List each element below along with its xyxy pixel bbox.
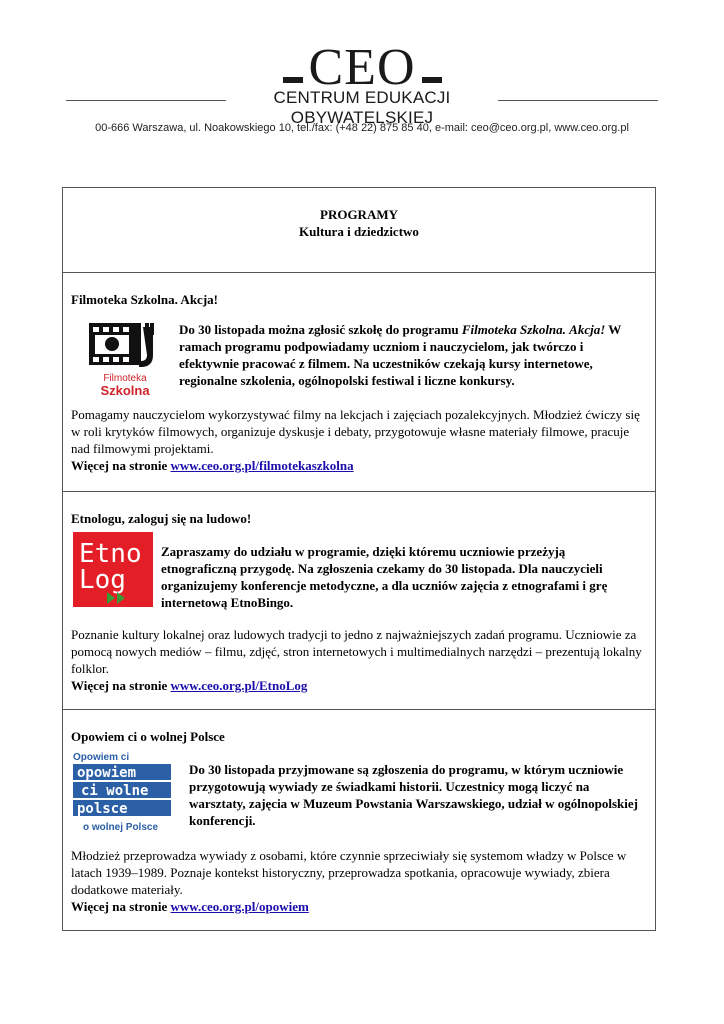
- description: [71, 847, 647, 915]
- program-filmoteka: [63, 273, 655, 492]
- more-info: [71, 898, 647, 915]
- etnolog-logo-bottom: Log: [79, 565, 126, 595]
- divider-right: [498, 100, 658, 101]
- svg-text:polsce: polsce: [77, 801, 128, 817]
- opowiem-logo-bottom: o wolnej Polsce: [83, 822, 159, 833]
- description-text: Poznanie kultury lokalnej oraz ludowych tradycji to jedno z najważniejszych zadań programu. Uczniowie za pomocą nowych mediów – filmu, zdjęć, stron internetowych i multimedialnych narzędzi – prezentują lokalny folklor.: [71, 627, 642, 676]
- feature-text-part: W ramach programu podpowiadamy uczniom i nauczycielom, jak twórczo i efektywnie pracować z filmem. Na uczestników czekają kursy internetowe, regionalne szkolenia, ogólnopolski festiwal i liczne konkursy.: [179, 322, 622, 388]
- logo-dash-right: [422, 77, 442, 83]
- program-etnolog: [63, 492, 655, 710]
- contact-info: 00-666 Warszawa, ul. Noakowskiego 10, tel./fax: (+48 22) 875 85 40, e-mail: ceo@ceo.org.pl, www.ceo.org.pl: [95, 122, 629, 134]
- svg-text:ci wolne: ci wolne: [81, 783, 149, 799]
- opowiem-link[interactable]: www.ceo.org.pl/opowiem: [170, 899, 309, 914]
- description: [71, 406, 647, 474]
- feature-text-italic: Akcja!: [569, 322, 606, 337]
- more-info: [71, 457, 647, 474]
- opowiem-logo: [71, 748, 173, 838]
- more-label: Więcej na stronie: [71, 899, 171, 914]
- divider-left: [66, 100, 226, 101]
- filmoteka-logo-top: Filmoteka: [103, 373, 147, 384]
- feature-text-italic: Filmoteka Szkolna.: [461, 322, 566, 337]
- etnolog-logo-top: Etno: [79, 539, 142, 569]
- ceo-logo: [0, 39, 724, 96]
- section-title: Etnologu, zaloguj się na ludowo!: [71, 511, 252, 526]
- more-info: [71, 677, 647, 694]
- more-label: Więcej na stronie: [71, 678, 171, 693]
- program-opowiem: [63, 710, 655, 930]
- feature-text: [179, 321, 641, 389]
- description-text: Młodzież przeprowadza wywiady z osobami, które czynnie sprzeciwiały się systemom władzy w Polsce w latach 1939–1989. Poznaje kontekst historyczny, przeprowadza spotkania, opracowuje wywiady, zbiera dodatkowe materiały.: [71, 848, 627, 897]
- programs-table: [62, 187, 656, 931]
- table-header: [63, 188, 655, 273]
- section-title: Filmoteka Szkolna. Akcja!: [71, 292, 218, 307]
- feature-text: Zapraszamy do udziału w programie, dzięki któremu uczniowie przeżyją etnograficzną przygodę. Na zgłoszenia czekamy do 30 listopada. Dla nauczycieli organizujemy konferencje metodyczne, a dla uczniów zajęcia z etnografami i grę internetową EtnoBingo.: [161, 544, 608, 610]
- feature-text: Do 30 listopada przyjmowane są zgłoszenia do programu, w którym uczniowie przygotowują wywiady ze świadkami historii. Uczestnicy mogą liczyć na warsztaty, zajęcia w Muzeum Powstania Warszawskiego, udział w ogólnopolskiej konferencji.: [189, 762, 638, 828]
- description: [71, 626, 647, 694]
- filmoteka-logo: [87, 321, 163, 401]
- etnolog-link[interactable]: www.ceo.org.pl/EtnoLog: [170, 678, 308, 693]
- header-subtitle: Kultura i dziedzictwo: [299, 224, 419, 239]
- org-name: CENTRUM EDUKACJI OBYWATELSKIEJ: [273, 88, 451, 127]
- etnolog-logo: [73, 532, 153, 607]
- more-label: Więcej na stronie: [71, 458, 171, 473]
- logo-dash-left: [283, 77, 303, 83]
- feature-text-part: Do 30 listopada można zgłosić szkołę do programu: [179, 322, 462, 337]
- description-text: Pomagamy nauczycielom wykorzystywać filmy na lekcjach i zajęciach pozalekcyjnych. Młodzież ćwiczy się w roli krytyków filmowych, organizuje dyskusje i debaty, przygotowuje własne materiały filmowe, pracuje nad filmowymi projektami.: [71, 407, 640, 456]
- ceo-logo-text: CEO: [308, 39, 416, 96]
- filmoteka-logo-bottom: Szkolna: [100, 383, 150, 398]
- header-title: PROGRAMY: [320, 207, 398, 222]
- letterhead: [0, 0, 724, 150]
- filmoteka-link[interactable]: www.ceo.org.pl/filmotekaszkolna: [170, 458, 354, 473]
- section-title: Opowiem ci o wolnej Polsce: [71, 729, 225, 744]
- opowiem-logo-top: Opowiem ci: [73, 752, 130, 763]
- svg-text:opowiem: opowiem: [77, 765, 137, 781]
